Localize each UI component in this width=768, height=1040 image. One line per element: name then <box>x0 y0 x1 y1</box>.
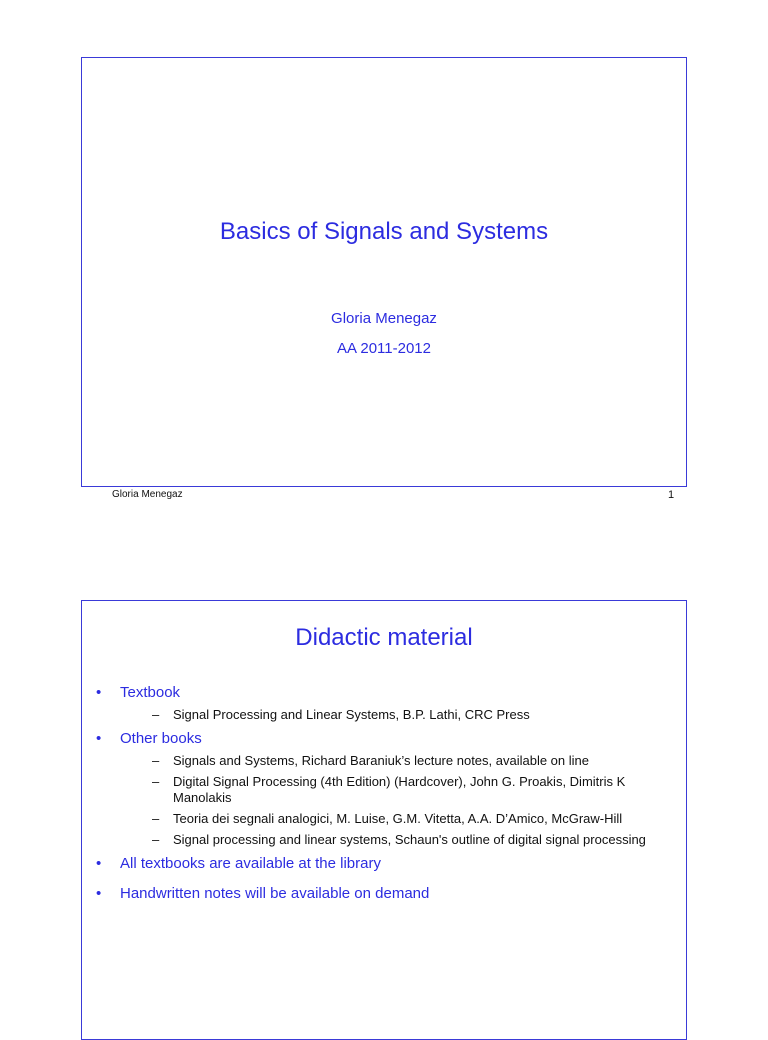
page-number: 1 <box>668 489 675 501</box>
academic-year: AA 2011-2012 <box>337 340 431 357</box>
dash-icon: – <box>152 811 160 826</box>
bullet-list <box>96 683 668 904</box>
sub-list <box>120 707 668 723</box>
sub-item-text: Teoria dei segnali analogici, M. Luise, G.M. Vitetta, A.A. D’Amico, McGraw-Hill <box>173 811 623 826</box>
dash-icon: – <box>152 707 160 722</box>
title-slide <box>81 57 687 487</box>
slide-title: Didactic material <box>295 624 473 651</box>
bullet-icon: • <box>96 730 102 747</box>
dash-icon: – <box>152 753 160 768</box>
sub-list <box>120 753 668 848</box>
bullet-icon: • <box>96 684 102 701</box>
bullet-icon: • <box>96 855 102 872</box>
sub-item-text: Signal processing and linear systems, Schaun's outline of digital signal processing <box>173 832 646 847</box>
sub-item-text: Signal Processing and Linear Systems, B.P. Lathi, CRC Press <box>173 707 530 722</box>
footer-author: Gloria Menegaz <box>112 489 183 500</box>
list-item <box>96 884 668 904</box>
bullet-label: All textbooks are available at the library <box>120 855 381 872</box>
list-item <box>96 854 668 874</box>
sub-item <box>120 707 668 723</box>
sub-item-text: Signals and Systems, Richard Baraniuk’s lecture notes, available on line <box>173 753 589 768</box>
list-item <box>96 683 668 723</box>
bullet-label: Textbook <box>120 684 181 701</box>
list-item <box>96 729 668 848</box>
author-name: Gloria Menegaz <box>331 310 437 327</box>
bullet-label: Handwritten notes will be available on demand <box>120 885 430 902</box>
sub-item-text: Digital Signal Processing (4th Edition) (Hardcover), John G. Proakis, Dimitris K Manolakis <box>173 774 626 805</box>
dash-icon: – <box>152 832 160 847</box>
bullet-icon: • <box>96 885 102 902</box>
didactic-material-slide <box>81 600 687 1040</box>
dash-icon: – <box>152 774 160 789</box>
sub-item <box>120 753 668 769</box>
sub-item <box>120 774 668 806</box>
sub-item <box>120 811 668 827</box>
sub-item <box>120 832 668 848</box>
bullet-label: Other books <box>120 730 202 747</box>
slide-title: Basics of Signals and Systems <box>219 218 549 245</box>
